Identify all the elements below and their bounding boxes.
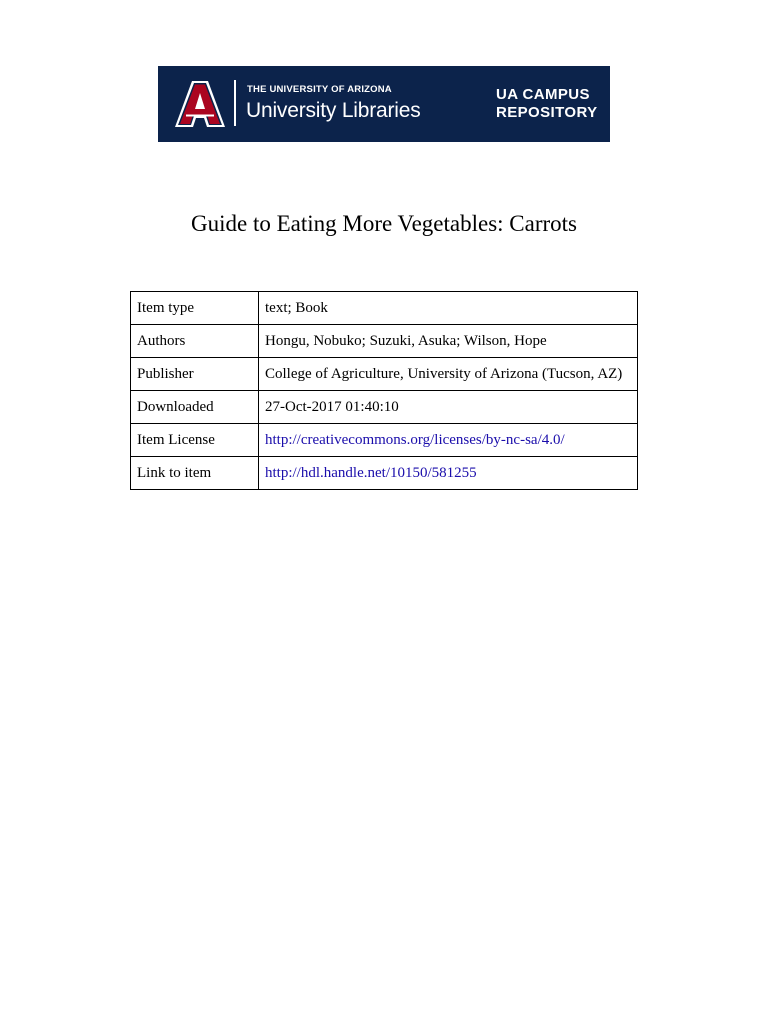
document-title: Guide to Eating More Vegetables: Carrots [190, 211, 577, 236]
row-label: Item type [131, 292, 259, 325]
repository-line-1: UA CAMPUS [496, 86, 590, 103]
row-label: Authors [131, 325, 259, 358]
table-row [131, 391, 638, 424]
row-label: Publisher [131, 358, 259, 391]
libraries-name: University Libraries [246, 99, 421, 122]
table-row [131, 424, 638, 457]
row-value: College of Agriculture, University of Arizona (Tucson, AZ) [259, 358, 638, 391]
banner-divider [234, 80, 236, 126]
row-value [259, 424, 638, 457]
repository-line-2: REPOSITORY [496, 104, 598, 121]
university-name: THE UNIVERSITY OF ARIZONA [247, 84, 392, 95]
row-label: Link to item [131, 457, 259, 490]
license-link[interactable]: http://creativecommons.org/licenses/by-nc-sa/4.0/ [265, 432, 565, 448]
row-value: text; Book [259, 292, 638, 325]
table-row [131, 325, 638, 358]
item-link[interactable]: http://hdl.handle.net/10150/581255 [265, 465, 477, 481]
row-label: Downloaded [131, 391, 259, 424]
arizona-a-logo-icon [174, 80, 226, 128]
university-libraries-banner [158, 66, 610, 142]
row-value [259, 457, 638, 490]
table-row [131, 457, 638, 490]
row-label: Item License [131, 424, 259, 457]
metadata-table [130, 291, 638, 490]
table-row [131, 292, 638, 325]
table-row [131, 358, 638, 391]
row-value: 27-Oct-2017 01:40:10 [259, 391, 638, 424]
campus-repository-label [496, 86, 598, 122]
row-value: Hongu, Nobuko; Suzuki, Asuka; Wilson, Hope [259, 325, 638, 358]
